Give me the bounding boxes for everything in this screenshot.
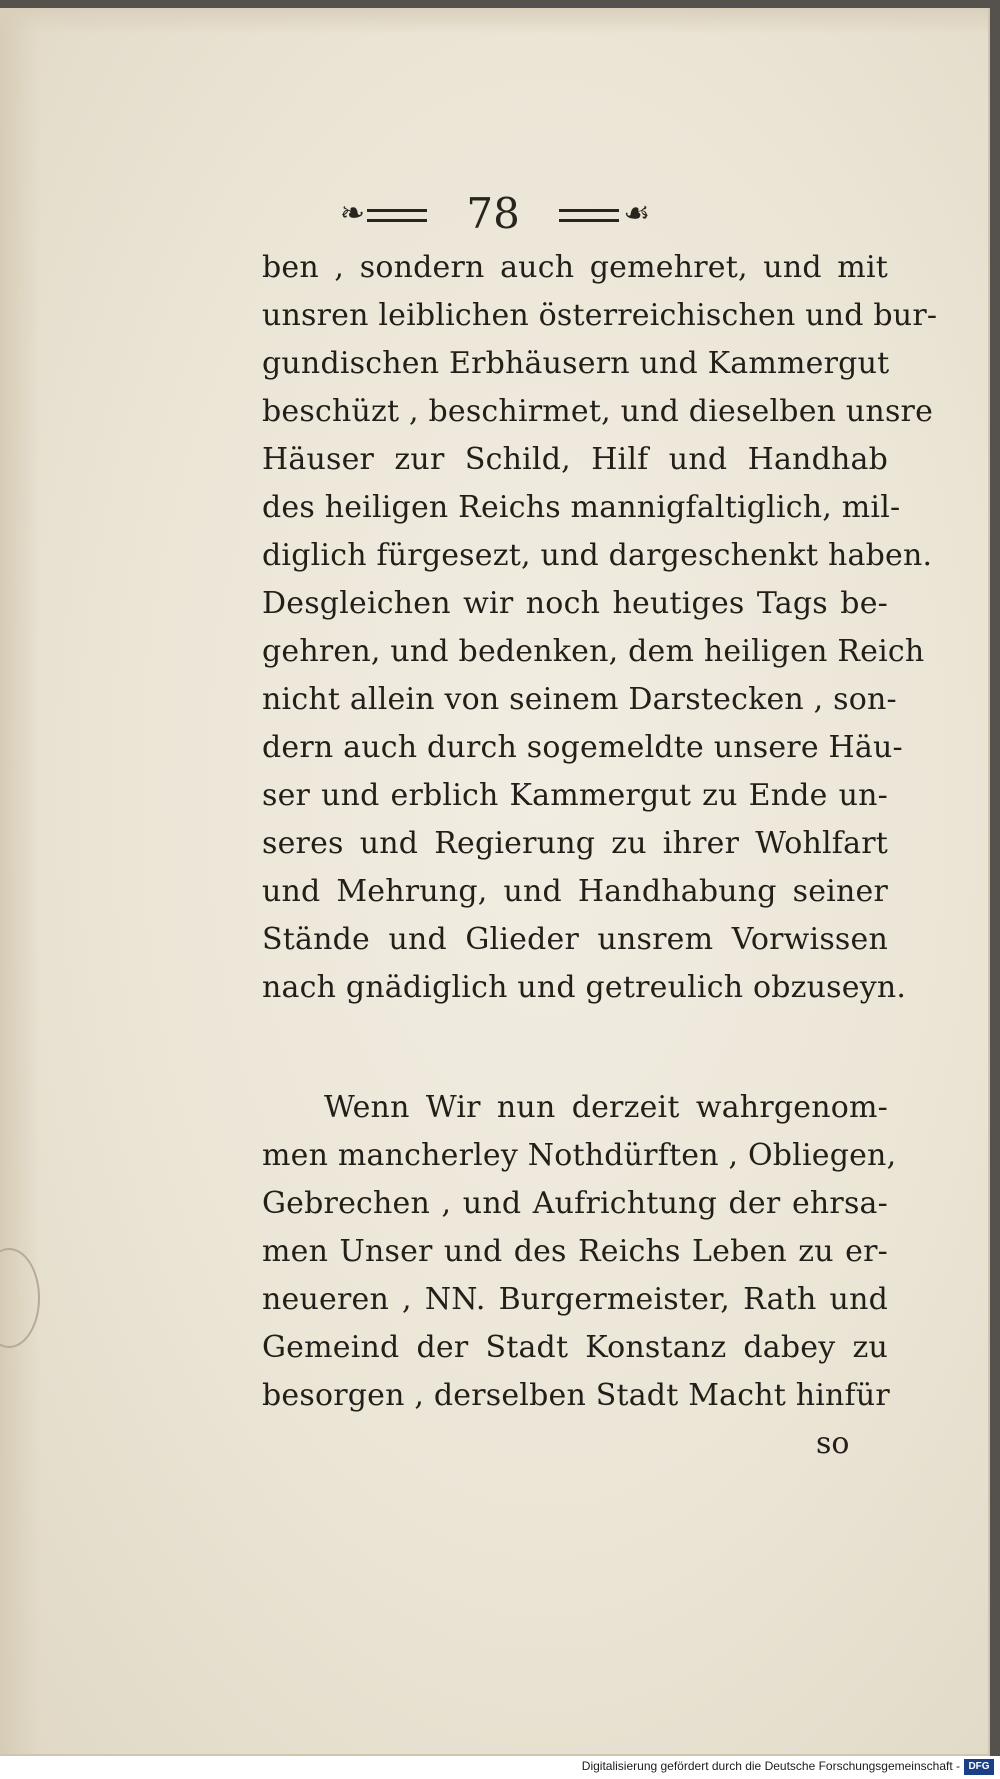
catchword: so bbox=[816, 1426, 850, 1461]
text-line-indented: Wenn Wir nun derzeit wahrgenom- bbox=[324, 1090, 888, 1125]
text-line: gundischen Erbhäusern und Kammergut bbox=[262, 346, 890, 381]
text-line: Stände und Glieder unsrem Vorwissen bbox=[262, 922, 888, 957]
text-line: diglich fürgesezt, und dargeschenkt haben. bbox=[262, 538, 933, 573]
text-line: men mancherley Nothdürften , Obliegen, bbox=[262, 1138, 897, 1173]
text-line: Gemeind der Stadt Konstanz dabey zu bbox=[262, 1330, 888, 1365]
book-page bbox=[0, 8, 990, 1756]
text-line: des heiligen Reichs mannigfaltiglich, mil- bbox=[262, 490, 901, 525]
text-line: neueren , NN. Burgermeister, Rath und bbox=[262, 1282, 888, 1317]
text-line-last: nach gnädiglich und getreulich obzuseyn. bbox=[262, 970, 907, 1005]
text-line: besorgen , derselben Stadt Macht hinfür bbox=[262, 1378, 890, 1413]
paragraph-2 bbox=[262, 1084, 897, 1420]
page-edge-shadow-left bbox=[0, 8, 40, 1754]
text-line: unsren leiblichen österreichischen und bur- bbox=[262, 298, 938, 333]
text-line: gehren, und bedenken, dem heiligen Reich bbox=[262, 634, 925, 669]
text-line: Gebrechen , und Aufrichtung der ehrsa- bbox=[262, 1186, 888, 1221]
page-number: 78 bbox=[466, 189, 520, 238]
text-line: und Mehrung, und Handhabung seiner bbox=[262, 874, 888, 909]
text-line: dern auch durch sogemeldte unsere Häu- bbox=[262, 730, 903, 765]
ornament-rule-right-icon: ☙ bbox=[555, 189, 648, 239]
dfg-logo-icon: DFG bbox=[964, 1759, 994, 1775]
text-line: men Unser und des Reichs Leben zu er- bbox=[262, 1234, 888, 1269]
text-line: ben , sondern auch gemehret, und mit bbox=[262, 250, 888, 285]
digitization-footer bbox=[0, 1756, 1000, 1779]
text-line: beschüzt , beschirmet, und dieselben unsre bbox=[262, 394, 934, 429]
paragraph-1 bbox=[262, 244, 938, 1012]
text-line: Desgleichen wir noch heutiges Tags be- bbox=[262, 586, 888, 621]
ornament-rule-left-icon: ❧ bbox=[340, 189, 431, 239]
text-line: Häuser zur Schild, Hilf und Handhab bbox=[262, 442, 888, 477]
funding-credit: Digitalisierung gefördert durch die Deutsche Forschungsgemeinschaft - bbox=[581, 1759, 960, 1773]
page-header bbox=[0, 186, 988, 239]
text-line: nicht allein von seinem Darstecken , son- bbox=[262, 682, 897, 717]
text-line: seres und Regierung zu ihrer Wohlfart bbox=[262, 826, 888, 861]
page-edge-shadow-top bbox=[0, 8, 988, 34]
text-line: ser und erblich Kammergut zu Ende un- bbox=[262, 778, 888, 813]
